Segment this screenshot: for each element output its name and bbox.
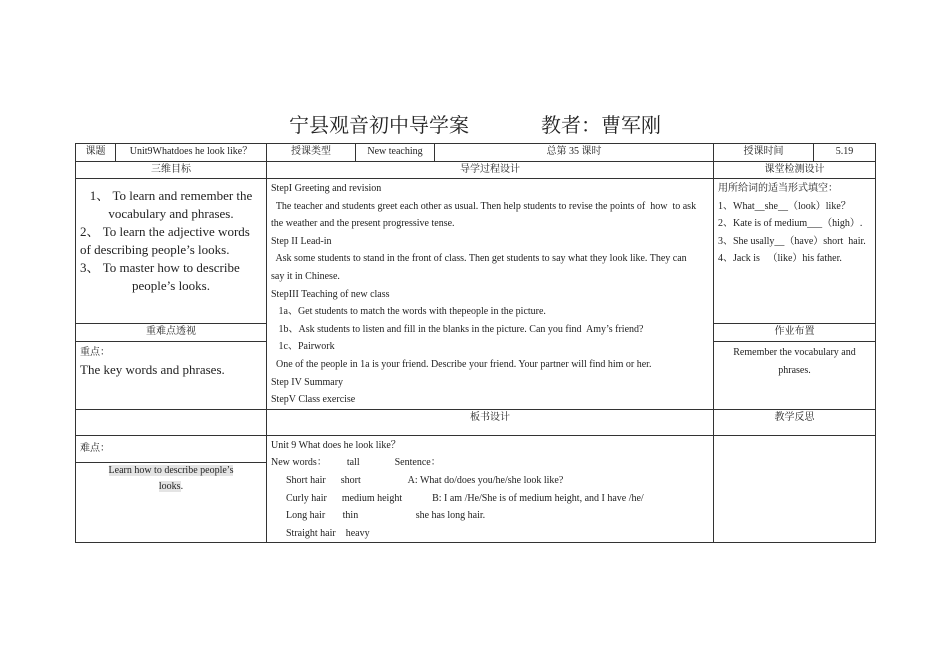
board-line: Short hair short A: What do/does you/he/she look like? <box>271 474 564 486</box>
teacher-name: 教者：曹军刚 <box>541 115 661 137</box>
process-line: The teacher and students greet each other as usual. Then help students to revise the points of how to ask <box>271 200 697 212</box>
process-line: say it in Chinese. <box>271 270 340 282</box>
board-line: Curly hair medium height B: I am /He/She is of medium height, and I have /he/ <box>271 492 644 504</box>
keypoint-label: 重点： <box>80 347 110 359</box>
goal-line: 3、 To master how to describe <box>80 260 240 275</box>
goal-line: 2、 To learn the adjective words <box>80 224 250 239</box>
lesson-plan-table <box>75 143 876 543</box>
topic-label: 课题 <box>76 144 116 162</box>
check-line: 2、Kate is of medium___（high）. <box>718 218 863 229</box>
difficult-label-cell <box>76 435 267 462</box>
check-line: 1、What__she__（look）like？ <box>718 200 851 212</box>
difficult-text: looks <box>158 481 181 493</box>
goal-line: of describing people’s looks. <box>80 242 230 257</box>
board-line: Straight hair heavy <box>271 527 370 539</box>
homework-header: 作业布置 <box>714 324 876 342</box>
difficult-label: 难点： <box>80 442 110 454</box>
difficult-text-cell <box>76 463 267 543</box>
lesson-number: 总第 35 课时 <box>435 144 714 162</box>
reflection-cell <box>714 435 876 543</box>
difficult-text-end: . <box>180 481 184 493</box>
homework-line: Remember the vocabulary and <box>733 347 856 359</box>
keypoint-cell <box>76 342 267 410</box>
goal-line: people’s looks. <box>132 278 210 293</box>
check-header: 课堂检测设计 <box>714 162 876 179</box>
date-label: 授课时间 <box>714 144 814 162</box>
process-line: Ask some students to stand in the front of class. Then get students to say what they look like. They can <box>271 253 687 265</box>
school-plan-title: 宁县观音初中导学案 <box>289 115 469 137</box>
topic-value: Unit9Whatdoes he look like？ <box>116 144 267 162</box>
reflection-header: 教学反思 <box>714 409 876 435</box>
board-header: 板书设计 <box>267 409 714 435</box>
check-line: 4、Jack is （like）his father. <box>718 253 842 264</box>
process-line: StepIII Teaching of new class <box>271 288 390 300</box>
process-cell <box>267 179 714 410</box>
process-line: 1b、Ask students to listen and fill in the blanks in the picture. Can you find Amy’s friend? <box>271 323 644 335</box>
empty-cell <box>76 409 267 435</box>
type-label: 授课类型 <box>267 144 356 162</box>
board-line: New words： tall Sentence： <box>271 457 441 469</box>
process-line: One of the people in 1a is your friend. Describe your friend. Your partner will find him or her. <box>271 358 652 370</box>
goals-header: 三维目标 <box>76 162 267 179</box>
homework-line: phrases. <box>778 364 811 376</box>
goal-line: vocabulary and phrases. <box>108 206 234 221</box>
process-line: 1a、Get students to match the words with thepeople in the picture. <box>271 306 546 318</box>
goals-cell <box>76 179 267 324</box>
date-value: 5.19 <box>814 144 876 162</box>
type-value: New teaching <box>356 144 435 162</box>
keypoint-text: The key words and phrases. <box>80 362 225 378</box>
check-cell <box>714 179 876 324</box>
process-line: Step IV Summary <box>271 376 344 388</box>
check-line: 用所给词的适当形式填空： <box>718 183 838 194</box>
process-line: 1c、Pairwork <box>271 341 335 353</box>
board-line: Long hair thin she has long hair. <box>271 510 486 522</box>
process-line: StepI Greeting and revision <box>271 183 382 194</box>
process-line: Step II Lead-in <box>271 235 332 247</box>
process-line: the weather and the present progressive tense. <box>271 218 455 230</box>
process-header: 导学过程设计 <box>267 162 714 179</box>
check-line: 3、She usally__（have）short hair. <box>718 235 866 247</box>
goal-line: 1、 To learn and remember the <box>89 188 253 203</box>
difficult-text: Learn how to describe people’s <box>108 465 234 477</box>
document-title <box>0 112 950 140</box>
keypoints-header: 重难点透视 <box>76 324 267 342</box>
board-line: Unit 9 What does he look like？ <box>271 439 401 451</box>
board-cell <box>267 435 714 543</box>
homework-cell <box>714 342 876 410</box>
process-line: StepV Class exercise <box>271 394 356 406</box>
